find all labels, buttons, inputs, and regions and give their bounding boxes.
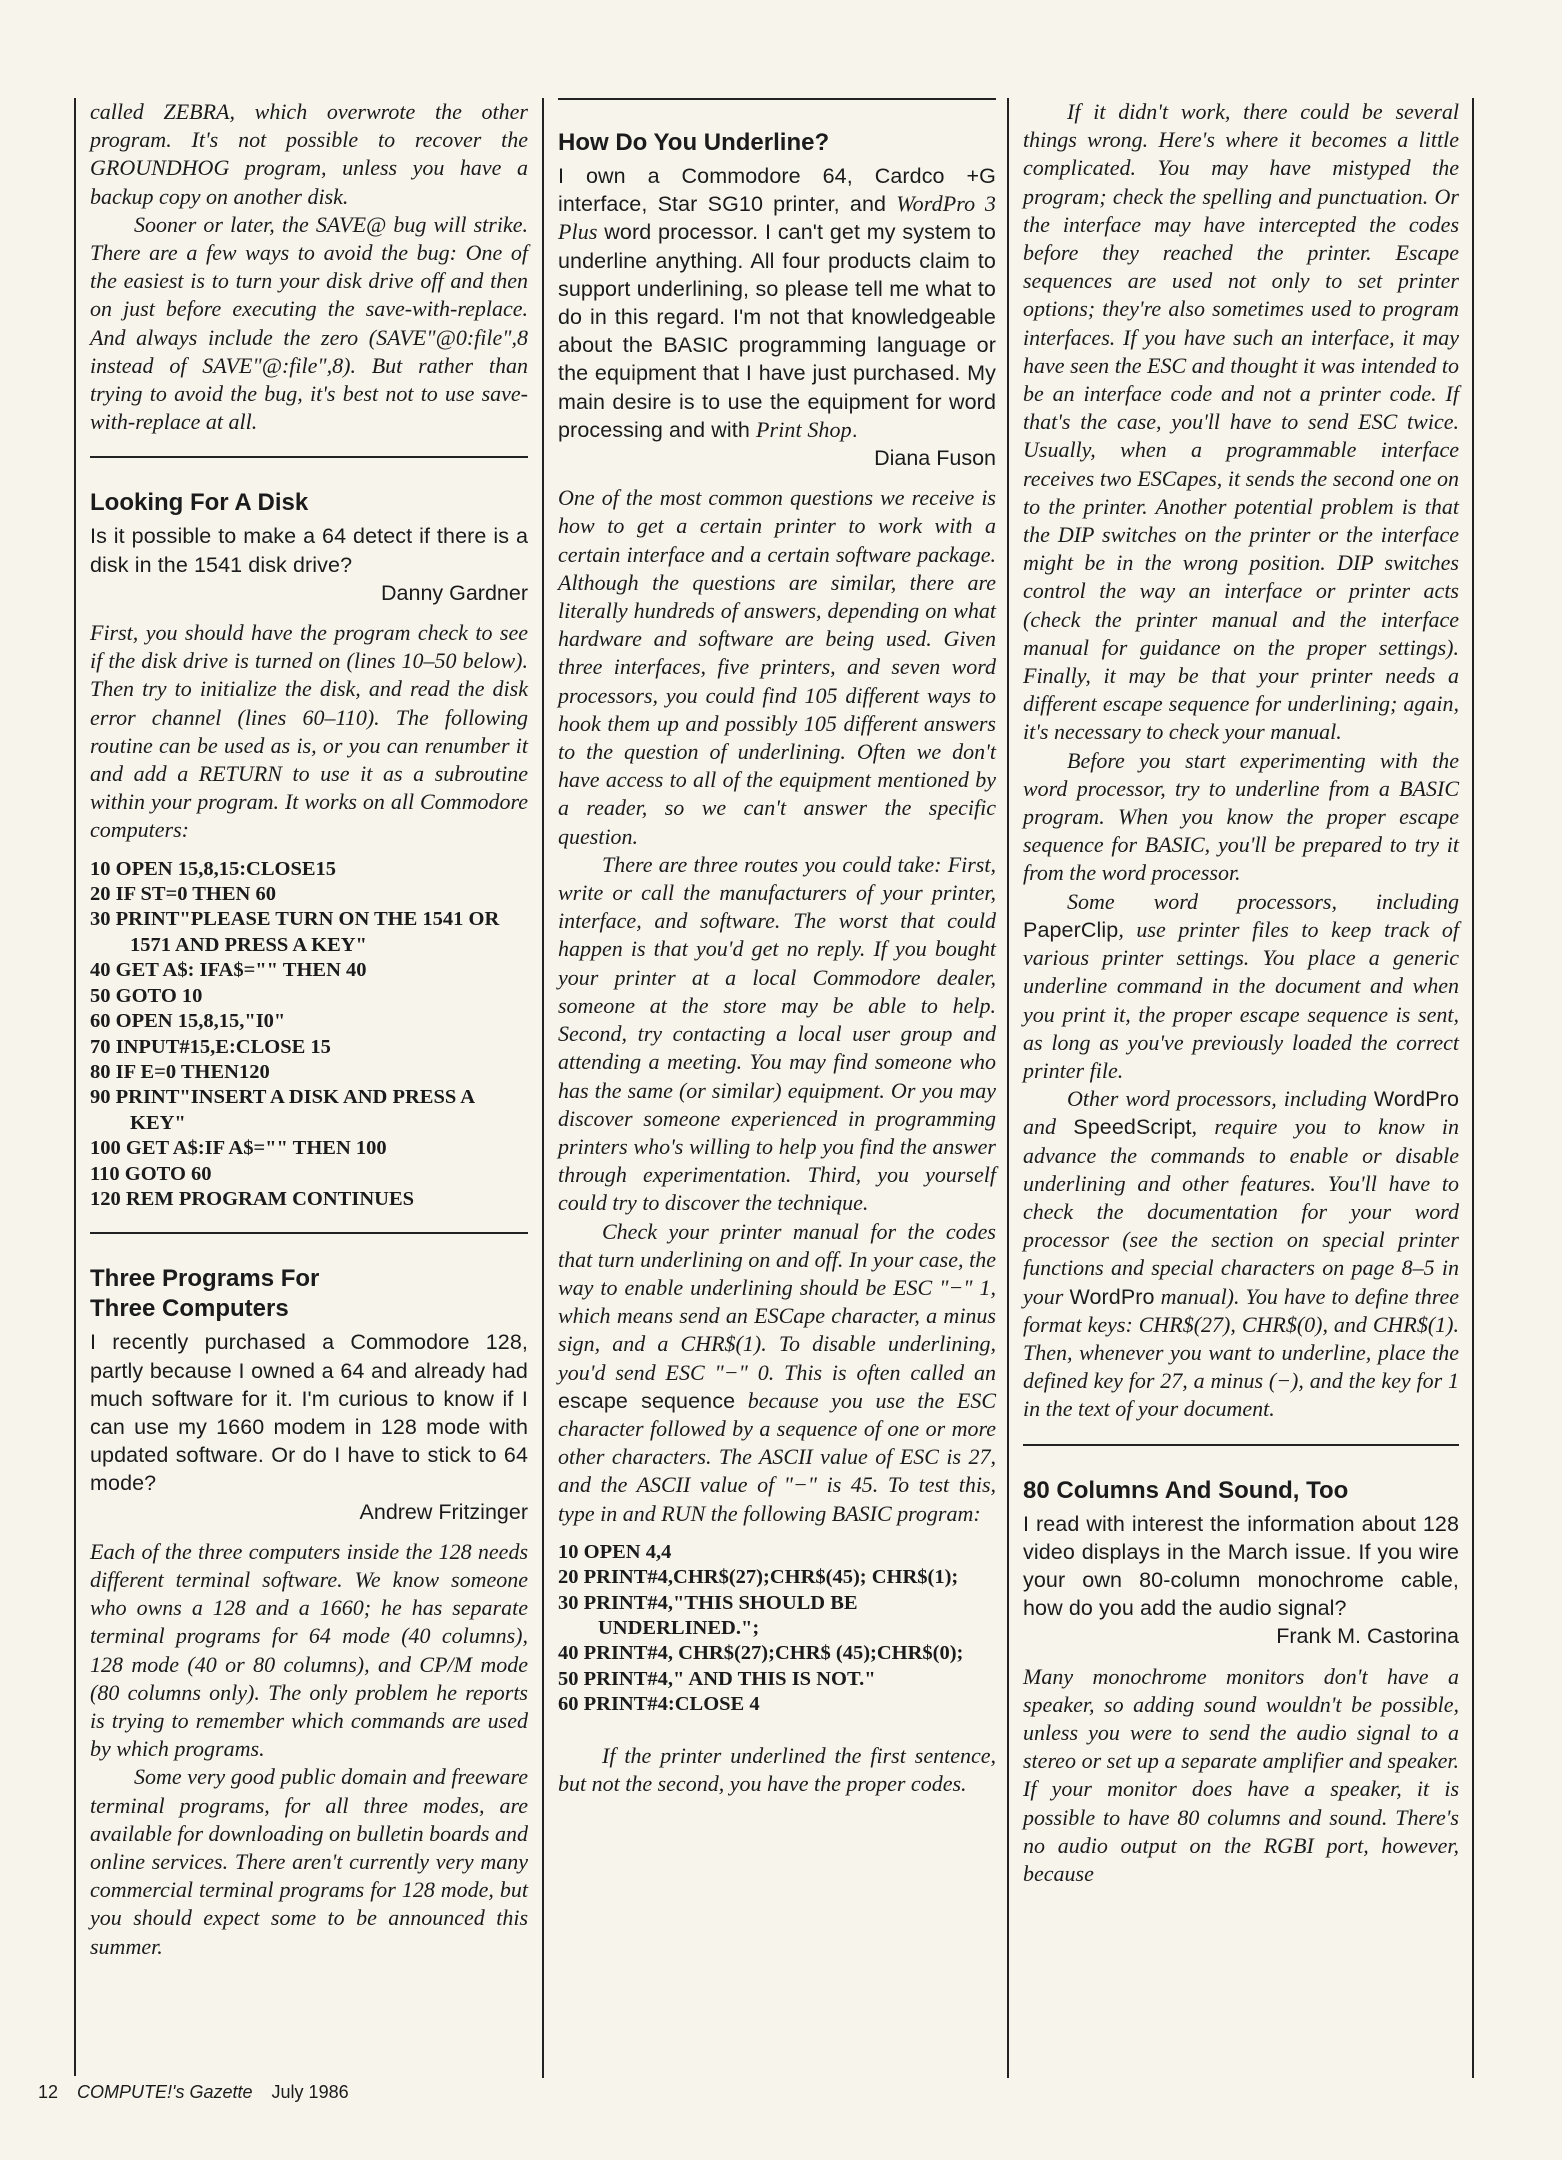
column-2	[558, 98, 996, 1798]
editor-answer-continued: There are three routes you could take: First, write or call the manufacturers of your printer, interface, and software. The worst that could happen is that you'd get no reply. If you bought your printer at a local Commodore dealer, someone at the store may be able to help. Second, try contacting a local user group and attending a meeting. You may find someone who has the same (or similar) equipment. Or you may discover someone experienced in programming printers who's willing to help you find the answer through experimentation. Third, you yourself could try to discover the technique.	[558, 851, 996, 1216]
term-escape-sequence: escape sequence	[558, 1388, 736, 1413]
editor-answer-continued	[1023, 888, 1459, 1085]
reader-question	[558, 162, 996, 444]
product-name: WordPro	[1373, 1087, 1459, 1112]
code-line: 120 REM PROGRAM CONTINUES	[90, 1187, 415, 1210]
code-line: 90 PRINT"INSERT A DISK AND PRESS A KEY"	[90, 1086, 474, 1134]
reader-question: I read with interest the information about 128 video displays in the March issue. If you wire your own 80-column monochrome cable, how do you add the audio signal?	[1023, 1511, 1459, 1621]
reader-signature: Danny Gardner	[381, 580, 528, 605]
editor-answer-continued	[558, 1218, 996, 1528]
question-text: word processor. I can't get my system to underline anything. All four products claim to support underlining, so please tell me what to do in this regard. I'm not that knowledgeable about the BASIC programming language or the equipment that I have just purchased. My main desire is to use the equipment for word processing and with	[558, 220, 996, 442]
section-title-three-programs	[90, 1264, 528, 1324]
code-line: 70 INPUT#15,E:CLOSE 15	[90, 1035, 331, 1058]
code-line: 20 IF ST=0 THEN 60	[90, 883, 276, 906]
reader-signature: Diana Fuson	[874, 446, 996, 471]
intro-paragraph-1: called ZEBRA, which overwrote the other program. It's not possible to recover the GROUNDHOG program, unless you have a backup copy on another disk.	[90, 99, 528, 209]
page-number: 12	[38, 2082, 59, 2102]
code-listing-underline-test	[558, 1540, 996, 1718]
editor-answer-continued: If the printer underlined the first sentence, but not the second, you have the proper codes.	[558, 1742, 996, 1796]
code-line: 10 OPEN 4,4	[558, 1540, 672, 1563]
code-line: 40 GET A$: IFA$="" THEN 40	[90, 959, 367, 982]
product-name: WordPro	[1069, 1284, 1155, 1309]
code-line: 50 PRINT#4," AND THIS IS NOT."	[558, 1667, 876, 1690]
reader-signature: Frank M. Castorina	[1276, 1624, 1459, 1649]
editor-answer: First, you should have the program check to see if the disk drive is turned on (lines 10–50 below). Then try to initialize the disk, and read the disk error channel (lines 60–110). The following routine can be used as is, or you can renumber it and add a RETURN to use it as a subroutine within your program. It works on all Commodore computers:	[90, 620, 528, 843]
product-name: SpeedScript	[1073, 1115, 1192, 1140]
answer-text: Some word processors, including	[1067, 888, 1459, 914]
code-line: 60 PRINT#4:CLOSE 4	[558, 1693, 760, 1716]
answer-text: and	[1023, 1114, 1074, 1140]
answer-text: , require you to know in advance the commands to enable or disable underlining and other features. You'll have to check the documentation for your word processor (see the section on special printer functions and special characters on page 8–5 in your	[1023, 1114, 1460, 1309]
page-footer	[38, 2082, 363, 2103]
answer-text: manual). You have to define three format keys: CHR$(27), CHR$(0), and CHR$(1). Then, whenever you want to underline, place the defined key for 27, a minus (−), and the key for 1 in the text of your document.	[1023, 1283, 1460, 1422]
editor-answer: One of the most common questions we receive is how to get a certain printer to work with a certain interface and a certain software package. Although the questions are similar, there are literally hundreds of answers, depending on what hardware and software are being used. Given three interfaces, five printers, and seven word processors, you could find 105 different ways to hook them up and possibly 105 different answers to the question of underlining. Often we don't have access to all of the equipment mentioned by a reader, so we can't answer the specific question.	[558, 485, 996, 849]
answer-text: , use printer files to keep track of various printer settings. You place a generic underline command in the document and when you print it, the proper escape sequence is sent, as long as you've previously loaded the correct printer file.	[1023, 916, 1459, 1083]
intro-paragraph-2: Sooner or later, the SAVE@ bug will strike. There are a few ways to avoid the bug: One of the easiest is to turn your disk drive off and then on just before executing the save-with-replace. And always include the zero (SAVE"@0:file",8 instead of SAVE"@:file",8). But rather than trying to avoid the bug, it's best not to use save-with-replace at all.	[90, 211, 528, 435]
column-rule-right	[1472, 98, 1474, 2078]
editor-answer-continued	[1023, 1085, 1459, 1423]
code-line: 30 PRINT"PLEASE TURN ON THE 1541 OR 1571 AND PRESS A KEY"	[90, 908, 500, 956]
code-line: 40 PRINT#4, CHR$(27);CHR$ (45);CHR$(0);	[558, 1642, 964, 1665]
column-rule-left	[74, 98, 76, 2076]
answer-text: because you use the ESC character followed by a sequence of one or more other characters. The ASCII value of ESC is 27, and the ASCII value of "−" is 45. To test this, type in and RUN the following BASIC program:	[558, 1387, 997, 1526]
column-rule-middle-left	[542, 98, 544, 2078]
column-1	[90, 98, 528, 1961]
section-divider	[558, 98, 996, 100]
editor-answer-continued: Some very good public domain and freeware terminal programs, for all three modes, are available for downloading on bulletin boards and online services. There aren't currently very many commercial terminal programs for 128 mode, but you should expect some to be announced this summer.	[90, 1764, 528, 1959]
column-3	[1023, 98, 1459, 1888]
product-name: Print Shop	[756, 416, 852, 442]
code-line: 60 OPEN 15,8,15,"I0"	[90, 1010, 286, 1033]
section-divider	[1023, 1444, 1459, 1446]
code-listing-disk-check	[90, 857, 528, 1213]
reader-question: I recently purchased a Commodore 128, partly because I owned a 64 and already had much software for it. I'm curious to know if I can use my 1660 modem in 128 mode with updated software. Or do I have to stick to 64 mode?	[90, 1330, 528, 1496]
code-line: 80 IF E=0 THEN120	[90, 1060, 270, 1083]
code-line: 50 GOTO 10	[90, 984, 203, 1007]
title-line-1: Three Programs For	[90, 1265, 320, 1293]
title-line-2: Three Computers	[90, 1295, 289, 1323]
editor-answer-continued: Before you start experimenting with the word processor, try to underline from a BASIC program. When you know the proper escape sequence for BASIC, you'll be prepared to try it from the word processor.	[1023, 747, 1459, 886]
code-line: 30 PRINT#4,"THIS SHOULD BE UNDERLINED.";	[558, 1591, 858, 1639]
product-name: WordPro 3 Plus	[558, 191, 996, 245]
section-divider	[90, 1232, 528, 1234]
code-line: 10 OPEN 15,8,15:CLOSE15	[90, 857, 337, 880]
answer-text: Other word processors, including	[1067, 1086, 1374, 1112]
reader-question: Is it possible to make a 64 detect if there is a disk in the 1541 disk drive?	[90, 524, 528, 577]
section-title-looking-for-disk: Looking For A Disk	[90, 489, 309, 517]
issue-date: July 1986	[271, 2082, 349, 2102]
section-divider	[90, 456, 528, 458]
question-text: I own a Commodore 64, Cardco +G interface, Star SG10 printer, and	[558, 164, 996, 217]
question-text: .	[851, 417, 858, 442]
product-name: PaperClip	[1023, 917, 1119, 942]
editor-answer: Many monochrome monitors don't have a speaker, so adding sound wouldn't be possible, unless you were to send the audio signal to a stereo or set up a separate amplifier and speaker. If your monitor does have a speaker, it is possible to have 80 columns and sound. There's no audio output on the RGBI port, however, because	[1023, 1663, 1459, 1886]
answer-text: Check your printer manual for the codes that turn underlining on and off. In your case, the way to enable underlining should be ESC "−" 1, which means send an ESCape character, a minus sign, and a CHR$(1). To disable underlining, you'd send ESC "−" 0. This is often called an	[558, 1218, 996, 1385]
code-line: 100 GET A$:IF A$="" THEN 100	[90, 1137, 387, 1160]
section-title-80-columns-sound: 80 Columns And Sound, Too	[1023, 1476, 1349, 1504]
magazine-name: COMPUTE!'s Gazette	[77, 2082, 253, 2102]
code-line: 20 PRINT#4,CHR$(27);CHR$(45); CHR$(1);	[558, 1566, 959, 1589]
editor-answer-continued: If it didn't work, there could be several things wrong. Here's where it becomes a little complicated. You may have mistyped the program; check the spelling and punctuation. Or the interface may have intercepted the codes before they reached the printer. Escape sequences are used not only to set printer options; they're also sometimes used to program interfaces. If you have such an interface, it may have seen the ESC and thought it was intended to be an interface code and not a printer code. If that's the case, you'll have to send ESC twice. Usually, when a programmable interface receives two ESCapes, it sends the second one on to the printer. Another potential problem is that the DIP switches on the printer or the interface might be in the wrong position. DIP switches control the way an interface or printer acts (check the printer manual and the interface manual for guidance on the proper settings). Finally, it may be that your printer needs a different escape sequence for underlining; again, it's necessary to check your manual.	[1023, 99, 1459, 745]
code-line: 110 GOTO 60	[90, 1162, 212, 1185]
editor-answer: Each of the three computers inside the 128 needs different terminal software. We know someone who owns a 128 and a 1660; he has separate terminal programs for 64 mode (40 columns), 128 mode (40 or 80 columns), and CP/M mode (80 columns only). The only problem he reports is trying to remember which commands are used by which programs.	[90, 1538, 528, 1762]
reader-signature: Andrew Fritzinger	[359, 1499, 528, 1524]
column-rule-middle-right	[1007, 98, 1009, 2078]
section-title-how-do-you-underline: How Do You Underline?	[558, 129, 830, 156]
